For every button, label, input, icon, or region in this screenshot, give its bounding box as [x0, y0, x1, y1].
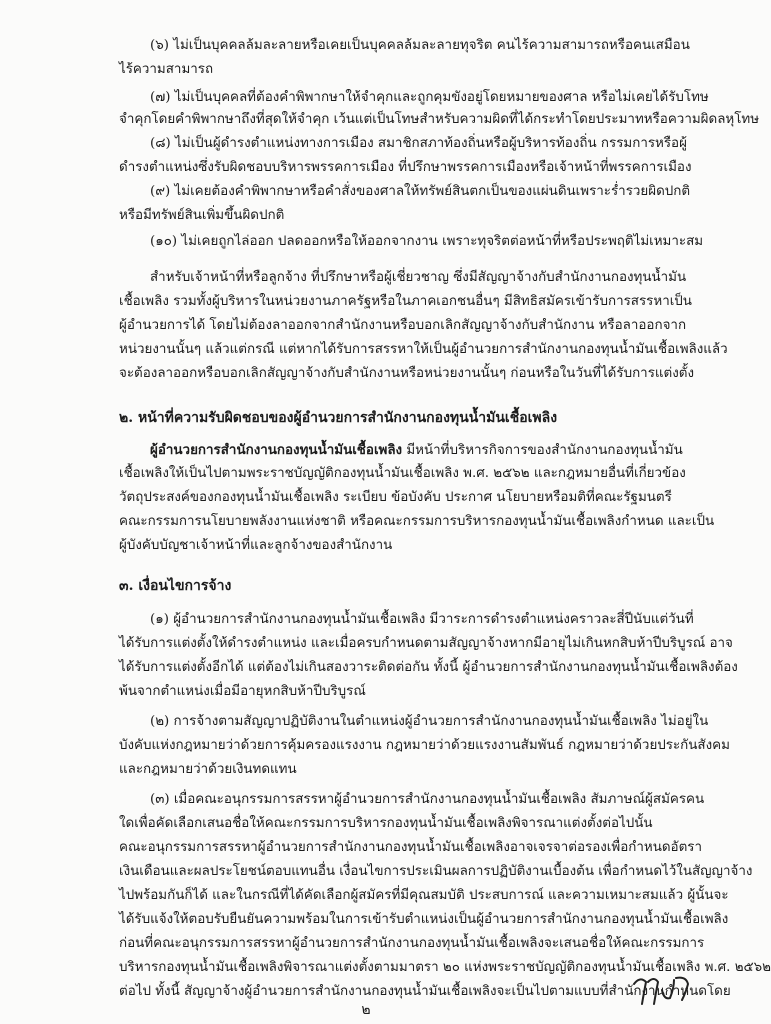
- signature-initials-icon: [630, 970, 694, 1010]
- paragraph-line: ผู้บังคับบัญชาเจ้าหน้าที่และลูกจ้างของสำนักงาน: [119, 538, 393, 553]
- page-number: ๒: [361, 1002, 371, 1018]
- paragraph-line: บริหารกองทุนน้ำมันเชื้อเพลิงพิจารณาแต่งตั้งตามมาตรา ๒๐ แห่งพระราชบัญญัติกองทุนน้ำมันเชื้อเพลิง พ.ศ. ๒๕๖๒: [119, 960, 771, 975]
- paragraph-line: ใดเพื่อคัดเลือกเสนอชื่อให้คณะกรรมการบริหารกองทุนน้ำมันเชื้อเพลิงพิจารณาแต่งตั้งต่อไปนั้น: [119, 816, 653, 831]
- qualification-item-7: (๗) ไม่เป็นบุคคลที่ต้องคำพิพากษาให้จำคุกและถูกคุมขังอยู่โดยหมายของศาล หรือไม่เคยได้รับโทษ: [150, 90, 709, 105]
- paragraph-line: ได้รับการแต่งตั้งอีกได้ แต่ต้องไม่เกินสองวาระติดต่อกัน ทั้งนี้ ผู้อำนวยการสำนักงานกองทุนน้ำมันเชื้อเพลิงต้อง: [119, 660, 738, 675]
- paragraph-line: เชื้อเพลิงให้เป็นไปตามพระราชบัญญัติกองทุนน้ำมันเชื้อเพลิง พ.ศ. ๒๕๖๒ และกฎหมายอื่นที่เกี่ยวข้อง: [119, 466, 686, 481]
- paragraph-line: ก่อนที่คณะอนุกรรมการสรรหาผู้อำนวยการสำนักงานกองทุนน้ำมันเชื้อเพลิงจะเสนอชื่อให้คณะกรรมการ: [119, 936, 705, 951]
- duties-paragraph: [150, 440, 697, 461]
- duties-paragraph-rest: มีหน้าที่บริหารกิจการของสำนักงานกองทุนน้ำมัน: [406, 443, 683, 458]
- employment-condition-2: (๒) การจ้างตามสัญญาปฏิบัติงานในตำแหน่งผู้อำนวยการสำนักงานกองทุนน้ำมันเชื้อเพลิง ไม่อยู่ใน: [150, 714, 709, 729]
- employee-eligibility-paragraph: สำหรับเจ้าหน้าที่หรือลูกจ้าง ที่ปรึกษาหรือผู้เชี่ยวชาญ ซึ่งมีสัญญาจ้างกับสำนักงานกองทุนน้ำมัน: [150, 270, 687, 285]
- qualification-item-9-cont: หรือมีทรัพย์สินเพิ่มขึ้นผิดปกติ: [119, 208, 285, 223]
- qualification-item-7-cont: จำคุกโดยคำพิพากษาถึงที่สุดให้จำคุก เว้นแต่เป็นโทษสำหรับความผิดที่ได้กระทำโดยประมาทหรือความผิดลหุโทษ: [119, 112, 760, 127]
- paragraph-line: บังคับแห่งกฎหมายว่าด้วยการคุ้มครองแรงงาน กฎหมายว่าด้วยแรงงานสัมพันธ์ กฎหมายว่าด้วยประกันสังคม: [119, 738, 730, 753]
- paragraph-line: คณะกรรมการนโยบายพลังงานแห่งชาติ หรือคณะกรรมการบริหารกองทุนน้ำมันเชื้อเพลิงกำหนด และเป็น: [119, 514, 715, 529]
- paragraph-line: ได้รับแจ้งให้ตอบรับยืนยันความพร้อมในการเข้ารับตำแหน่งเป็นผู้อำนวยการสำนักงานกองทุนน้ำมันเชื้อเพลิง: [119, 912, 729, 927]
- qualification-item-6: (๖) ไม่เป็นบุคคลล้มละลายหรือเคยเป็นบุคคลล้มละลายทุจริต คนไร้ความสามารถหรือคนเสมือน: [150, 38, 690, 53]
- paragraph-line: ไปพร้อมกันก็ได้ และในกรณีที่ได้คัดเลือกผู้สมัครที่มีคุณสมบัติ ประสบการณ์ และความเหมาะสมแล้ว ผู้นั้นจะ: [119, 888, 729, 903]
- paragraph-line: ต่อไป ทั้งนี้ สัญญาจ้างผู้อำนวยการสำนักงานกองทุนน้ำมันเชื้อเพลิงจะเป็นไปตามแบบที่สำนักงานกำหนดโดย: [119, 984, 731, 999]
- qualification-item-8: (๘) ไม่เป็นผู้ดำรงตำแหน่งทางการเมือง สมาชิกสภาท้องถิ่นหรือผู้บริหารท้องถิ่น กรรมการหรือผู้: [150, 136, 687, 151]
- section-2-heading: ๒. หน้าที่ความรับผิดชอบของผู้อำนวยการสำนักงานกองทุนน้ำมันเชื้อเพลิง: [119, 410, 558, 426]
- paragraph-line: หน่วยงานนั้นๆ แล้วแต่กรณี แต่หากได้รับการสรรหาให้เป็นผู้อำนวยการสำนักงานกองทุนน้ำมันเชื้อเพลิงแล้ว: [119, 342, 728, 357]
- paragraph-line: เงินเดือนและผลประโยชน์ตอบแทนอื่น เงื่อนไขการประเมินผลการปฏิบัติงานเบื้องต้น เพื่อกำหนดไว้ในสัญญาจ้าง: [119, 864, 753, 879]
- section-3-heading: ๓. เงื่อนไขการจ้าง: [119, 578, 232, 594]
- employment-condition-1: (๑) ผู้อำนวยการสำนักงานกองทุนน้ำมันเชื้อเพลิง มีวาระการดำรงตำแหน่งคราวละสี่ปีนับแต่วันที่: [150, 612, 694, 627]
- paragraph-line: และกฎหมายว่าด้วยเงินทดแทน: [119, 762, 297, 777]
- paragraph-line: ได้รับการแต่งตั้งให้ดำรงตำแหน่ง และเมื่อครบกำหนดตามสัญญาจ้างหากมีอายุไม่เกินหกสิบห้าปีบริบูรณ์ อาจ: [119, 636, 733, 651]
- duties-paragraph-bold-lead: ผู้อำนวยการสำนักงานกองทุนน้ำมันเชื้อเพลิง: [150, 442, 403, 458]
- qualification-item-6-cont: ไร้ความสามารถ: [119, 62, 214, 77]
- paragraph-line: วัตถุประสงค์ของกองทุนน้ำมันเชื้อเพลิง ระเบียบ ข้อบังคับ ประกาศ นโยบายหรือมติที่คณะรัฐมนตรี: [119, 490, 672, 505]
- qualification-item-9: (๙) ไม่เคยต้องคำพิพากษาหรือคำสั่งของศาลให้ทรัพย์สินตกเป็นของแผ่นดินเพราะร่ำรวยผิดปกติ: [150, 184, 691, 199]
- paragraph-line: พ้นจากตำแหน่งเมื่อมีอายุหกสิบห้าปีบริบูรณ์: [119, 684, 366, 699]
- paragraph-line: จะต้องลาออกหรือบอกเลิกสัญญาจ้างกับสำนักงานหรือหน่วยงานนั้นๆ ก่อนหรือในวันที่ได้รับการแต่งตั้ง: [119, 366, 694, 381]
- employment-condition-3: (๓) เมื่อคณะอนุกรรมการสรรหาผู้อำนวยการสำนักงานกองทุนน้ำมันเชื้อเพลิง สัมภาษณ์ผู้สมัครคน: [150, 792, 705, 807]
- paragraph-line: คณะอนุกรรมการสรรหาผู้อำนวยการสำนักงานกองทุนน้ำมันเชื้อเพลิงอาจเจรจาต่อรองเพื่อกำหนดอัตรา: [119, 840, 702, 855]
- qualification-item-10: (๑๐) ไม่เคยถูกไล่ออก ปลดออกหรือให้ออกจากงาน เพราะทุจริตต่อหน้าที่หรือประพฤติไม่เหมาะสม: [150, 234, 704, 249]
- paragraph-line: เชื้อเพลิง รวมทั้งผู้บริหารในหน่วยงานภาครัฐหรือในภาคเอกชนอื่นๆ มีสิทธิสมัครเข้ารับการสรรหาเป็น: [119, 294, 692, 309]
- qualification-item-8-cont: ดำรงตำแหน่งซึ่งรับผิดชอบบริหารพรรคการเมือง ที่ปรึกษาพรรคการเมืองหรือเจ้าหน้าที่พรรคการเมือง: [119, 160, 692, 175]
- paragraph-line: ผู้อำนวยการได้ โดยไม่ต้องลาออกจากสำนักงานหรือบอกเลิกสัญญาจ้างกับสำนักงาน หรือลาออกจาก: [119, 318, 687, 333]
